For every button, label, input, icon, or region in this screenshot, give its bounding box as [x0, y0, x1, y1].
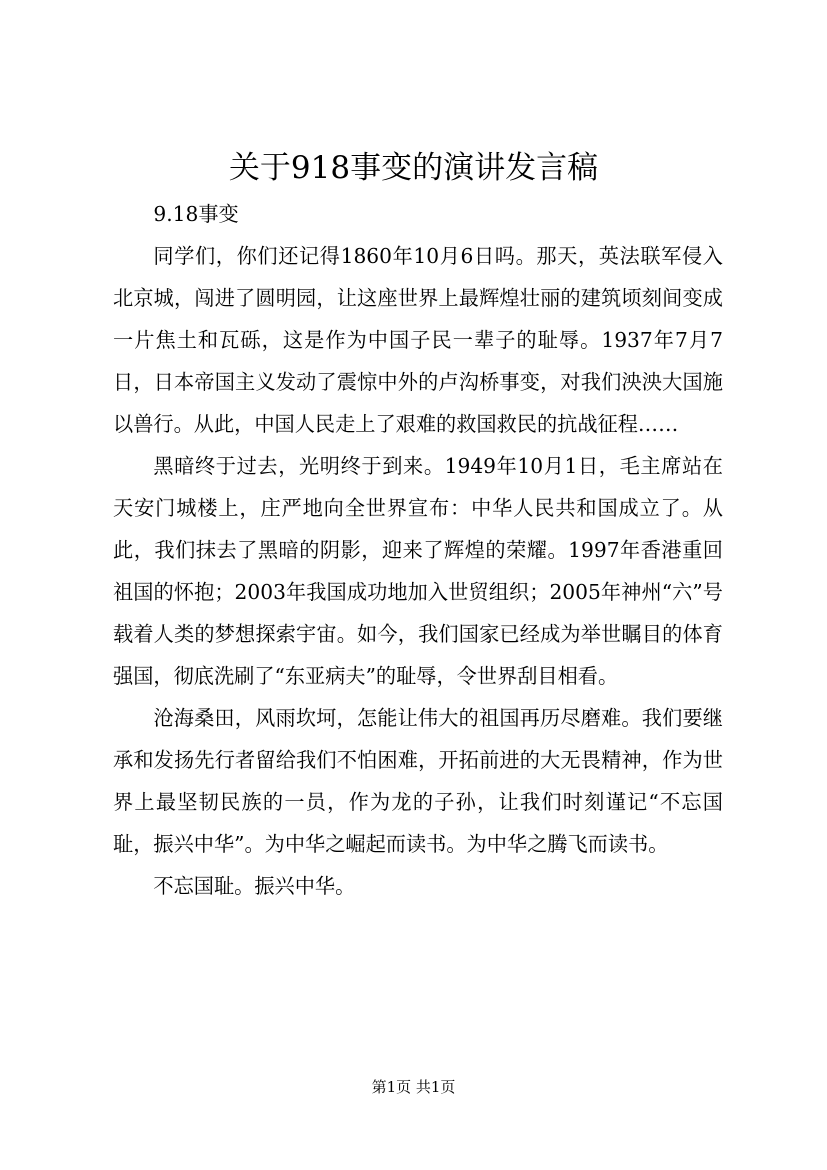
paragraph: 不忘国耻。振兴中华。 — [153, 874, 356, 898]
document-body — [113, 193, 723, 907]
paragraph: 沧海桑田，风雨坎坷，怎能让伟大的祖国再历尽磨难。我们要继承和发扬先行者留给我们不怕困难，开拓前进的大无畏精神，作为世界上最坚韧民族的一员，作为龙的子孙，让我们时刻谨记“不忘国耻，振兴中华”。为中华之崛起而读书。为中华之腾飞而读书。 — [113, 706, 723, 856]
page-footer: 第1页 共1页 — [371, 1078, 456, 1096]
paragraph-subtitle: 9.18事变 — [153, 202, 239, 226]
document-title: 关于918事变的演讲发言稿 — [228, 150, 599, 186]
paragraph: 同学们，你们还记得1860年10月6日吗。那天，英法联军侵入北京城，闯进了圆明园，让这座世界上最辉煌壮丽的建筑顷刻间变成一片焦土和瓦砾，这是作为中国子民一辈子的耻辱。1937年7月7日，日本帝国主义发动了震惊中外的卢沟桥事变，对我们泱泱大国施以兽行。从此，中国人民走上了艰难的救国救民的抗战征程…… — [113, 244, 723, 436]
paragraph: 黑暗终于过去，光明终于到来。1949年10月1日，毛主席站在天安门城楼上，庄严地向全世界宣布：中华人民共和国成立了。从此，我们抹去了黑暗的阴影，迎来了辉煌的荣耀。1997年香港重回祖国的怀抱；2003年我国成功地加入世贸组织；2005年神州“六”号载着人类的梦想探索宇宙。如今，我们国家已经成为举世瞩目的体育强国，彻底洗刷了“东亚病夫”的耻辱，令世界刮目相看。 — [113, 454, 723, 688]
